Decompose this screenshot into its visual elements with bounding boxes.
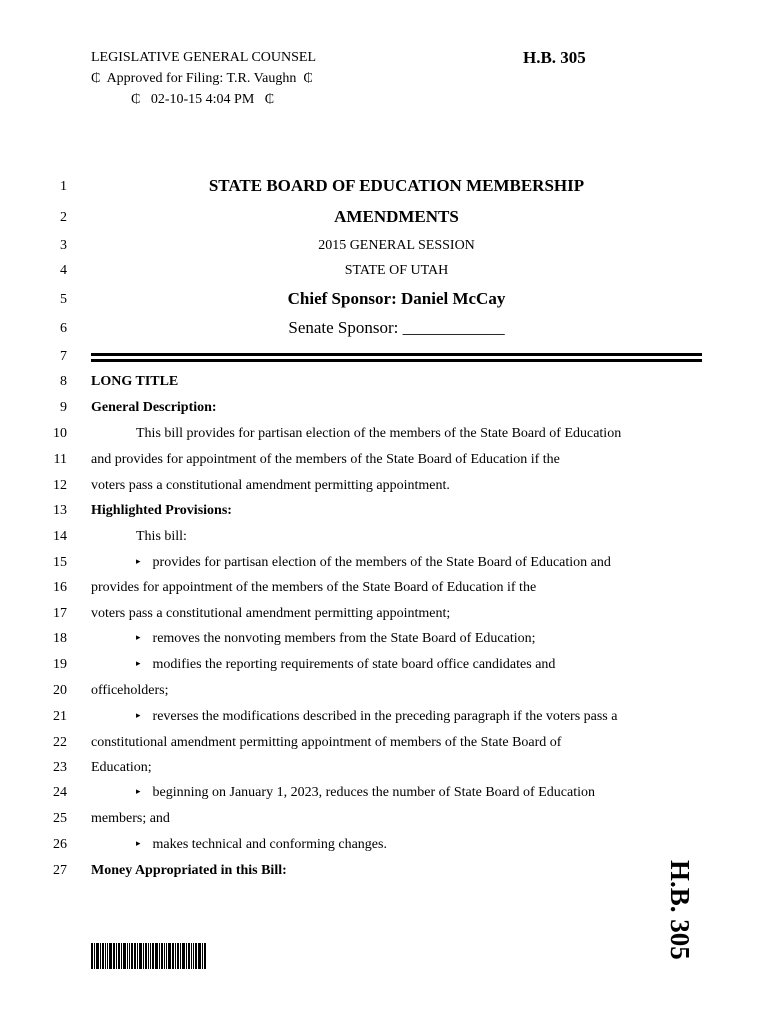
line-number: 3 [60,238,67,253]
provision-text: reverses the modifications described in the preceding paragraph if the voters pass a [152,709,618,724]
bill-number: H.B. 305 [523,48,586,67]
line-8 [0,371,770,393]
line-5 [0,289,770,311]
line-number: 4 [60,263,67,278]
line-number: 6 [60,321,67,336]
line-7 [0,346,770,368]
line-number: 2 [60,210,67,225]
line-number: 27 [53,863,67,878]
line-number: 18 [53,631,67,646]
title-divider-top [91,353,702,356]
line-20 [0,680,770,702]
line-14 [0,526,770,548]
description-text: This bill provides for partisan election of the members of the State Board of Education [136,426,622,441]
line-12 [0,475,770,497]
line-25 [0,808,770,830]
approval-timestamp: ₵ 02-10-15 4:04 PM ₵ [131,92,275,107]
line-number: 17 [53,606,67,621]
bullet-icon: ▸ [136,556,141,566]
line-4 [0,260,770,282]
provision-text: officeholders; [91,683,169,698]
line-number: 11 [53,452,67,467]
counsel-label: LEGISLATIVE GENERAL COUNSEL [91,50,317,65]
line-number: 15 [53,555,67,570]
line-23 [0,757,770,779]
bullet-icon: ▸ [136,632,141,642]
line-number: 14 [53,529,67,544]
description-text: voters pass a constitutional amendment permitting appointment. [91,478,450,493]
provision-text: makes technical and conforming changes. [152,837,387,852]
line-number: 13 [53,503,67,518]
line-22 [0,732,770,754]
provision-item [91,709,617,725]
side-bill-label: H.B. 305 [665,860,695,960]
line-number: 12 [53,478,67,493]
bill-title-line1: STATE BOARD OF EDUCATION MEMBERSHIP [208,176,585,195]
line-27 [0,860,770,882]
provision-item [91,837,387,853]
provision-item [91,657,555,673]
provision-text: members; and [91,811,170,826]
state: STATE OF UTAH [344,263,449,278]
line-number: 5 [60,292,67,307]
line-19 [0,654,770,676]
filing-header [91,47,316,110]
line-number: 19 [53,657,67,672]
line-16 [0,577,770,599]
provision-item [91,785,595,801]
bullet-icon: ▸ [136,710,141,720]
line-2 [0,207,770,229]
bullet-icon: ▸ [136,786,141,796]
line-number: 26 [53,837,67,852]
provision-text: Education; [91,760,152,775]
line-number: 9 [60,400,67,415]
line-number: 16 [53,580,67,595]
line-1 [0,176,770,198]
line-number: 22 [53,735,67,750]
line-11 [0,449,770,471]
line-9 [0,397,770,419]
bullet-icon: ▸ [136,658,141,668]
chief-sponsor: Chief Sponsor: Daniel McCay [287,289,506,308]
line-24 [0,782,770,804]
description-text: and provides for appointment of the members of the State Board of Education if the [91,452,560,467]
line-6 [0,318,770,340]
bullet-icon: ▸ [136,838,141,848]
line-13 [0,500,770,522]
provisions-intro: This bill: [136,529,187,544]
line-number: 24 [53,785,67,800]
line-10 [0,423,770,445]
provision-text: beginning on January 1, 2023, reduces the number of State Board of Education [152,785,595,800]
barcode-image [91,943,231,969]
provision-item [91,631,536,647]
line-21 [0,706,770,728]
provision-text: modifies the reporting requirements of state board office candidates and [152,657,556,672]
line-17 [0,603,770,625]
money-appropriated-heading: Money Appropriated in this Bill: [91,863,287,878]
highlighted-provisions-heading: Highlighted Provisions: [91,503,232,518]
line-number: 21 [53,709,67,724]
line-number: 7 [60,349,67,364]
provision-item [91,555,611,571]
bill-title-line2: AMENDMENTS [334,207,459,226]
session: 2015 GENERAL SESSION [318,238,475,253]
line-number: 23 [53,760,67,775]
provision-text: voters pass a constitutional amendment permitting appointment; [91,606,451,621]
general-description-heading: General Description: [91,400,217,415]
line-number: 1 [60,179,67,194]
provision-text: removes the nonvoting members from the State Board of Education; [152,631,536,646]
line-number: 8 [60,374,67,389]
line-number: 10 [53,426,67,441]
approval-line: ₵ Approved for Filing: T.R. Vaughn ₵ [91,71,313,86]
long-title-heading: LONG TITLE [91,374,179,389]
line-18 [0,628,770,650]
line-3 [0,235,770,257]
senate-sponsor: Senate Sponsor: ____________ [288,318,505,337]
line-number: 20 [53,683,67,698]
provision-text: provides for appointment of the members of the State Board of Education if the [91,580,537,595]
provision-text: provides for partisan election of the members of the State Board of Education and [152,555,611,570]
title-divider-bottom [91,359,702,362]
line-26 [0,834,770,856]
provision-text: constitutional amendment permitting appointment of members of the State Board of [91,735,562,750]
line-number: 25 [53,811,67,826]
line-15 [0,552,770,574]
